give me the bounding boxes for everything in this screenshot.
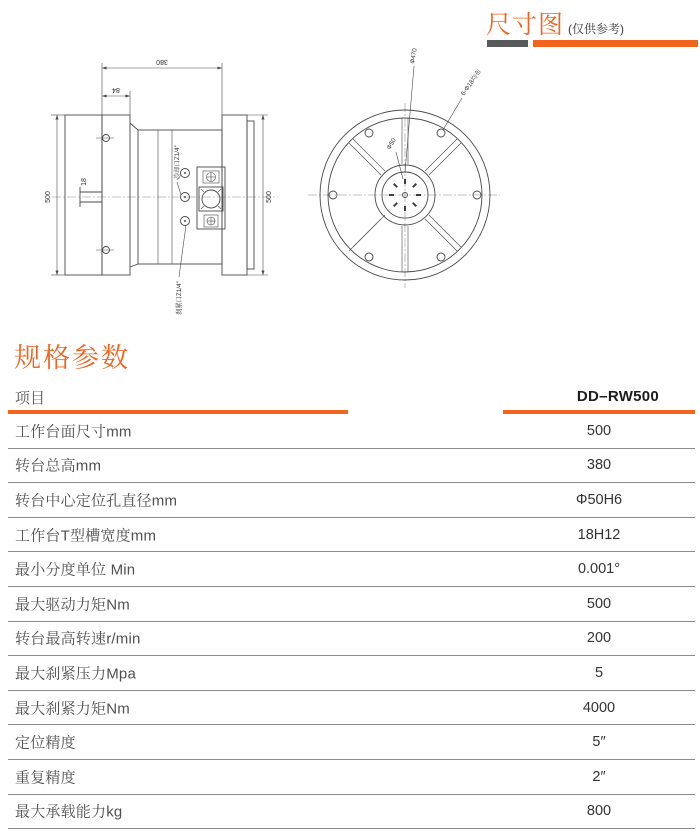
row-label: 最大刹紧力矩Nm <box>15 700 130 718</box>
row-value: 4000 <box>582 699 616 716</box>
table-row <box>8 725 695 760</box>
row-value: 500 <box>586 595 612 612</box>
dim-380: 380 <box>156 58 168 65</box>
bolt-circle-label: Φ470 <box>409 47 419 65</box>
table-row <box>8 656 695 691</box>
row-value: 200 <box>586 630 612 647</box>
row-value: 800 <box>586 803 612 820</box>
dim-500-right: 500 <box>266 191 273 203</box>
row-label: 工作台T型槽宽度mm <box>15 527 157 545</box>
row-label: 转台总高mm <box>15 457 102 475</box>
row-label: 重复精度 <box>15 769 76 787</box>
table-row <box>8 691 695 726</box>
row-label: 最大承载能力kg <box>15 803 123 821</box>
front-view <box>308 47 500 288</box>
item-column-header: 项目 <box>15 390 46 407</box>
center-hole-label: Φ50 <box>385 137 398 151</box>
table-row <box>8 414 695 449</box>
table-row <box>8 587 695 622</box>
row-value: 500 <box>586 422 612 439</box>
dimension-diagram-note: (仅供参考) <box>568 22 625 36</box>
table-row <box>8 795 695 830</box>
cooling-port-label: 冷却口Z1/4″ <box>174 145 181 179</box>
row-label: 转台中心定位孔直径mm <box>15 492 178 510</box>
table-row <box>8 760 695 795</box>
model-column-header: DD–RW500 <box>576 388 660 405</box>
row-label: 最大驱动力矩Nm <box>15 596 130 614</box>
row-value: 5″ <box>592 734 606 751</box>
dim-18: 18 <box>81 178 88 186</box>
row-value: 380 <box>586 457 612 474</box>
dimension-diagram-header <box>486 5 624 41</box>
table-row <box>8 483 695 518</box>
table-row <box>8 518 695 553</box>
dim-500-left: 500 <box>45 191 52 203</box>
dimension-diagram-title: 尺寸图 <box>486 11 565 39</box>
brake-port-label: 刹紧口Z1/4″ <box>176 281 183 315</box>
header-bar-orange <box>533 40 698 47</box>
row-value: 0.001° <box>577 561 621 578</box>
table-row <box>8 552 695 587</box>
spec-title: 规格参数 <box>14 343 130 373</box>
dim-84: 84 <box>112 86 120 93</box>
row-label: 最小分度单位 Min <box>15 561 136 579</box>
row-value: 18H12 <box>577 526 621 543</box>
spec-table <box>8 414 695 829</box>
table-row <box>8 622 695 657</box>
dimension-drawing-svg <box>40 40 500 332</box>
row-value: Φ50H6 <box>575 491 623 508</box>
side-view <box>45 58 278 315</box>
row-value: 5 <box>594 664 604 681</box>
table-row <box>8 449 695 484</box>
row-label: 工作台面尺寸mm <box>15 423 132 441</box>
row-value: 2″ <box>592 768 606 785</box>
row-label: 最大刹紧压力Mpa <box>15 665 136 683</box>
row-label: 转台最高转速r/min <box>15 630 141 648</box>
row-label: 定位精度 <box>15 734 76 752</box>
holes-label: 6-Φ18均布 <box>459 68 483 98</box>
dimension-drawing <box>40 40 500 332</box>
